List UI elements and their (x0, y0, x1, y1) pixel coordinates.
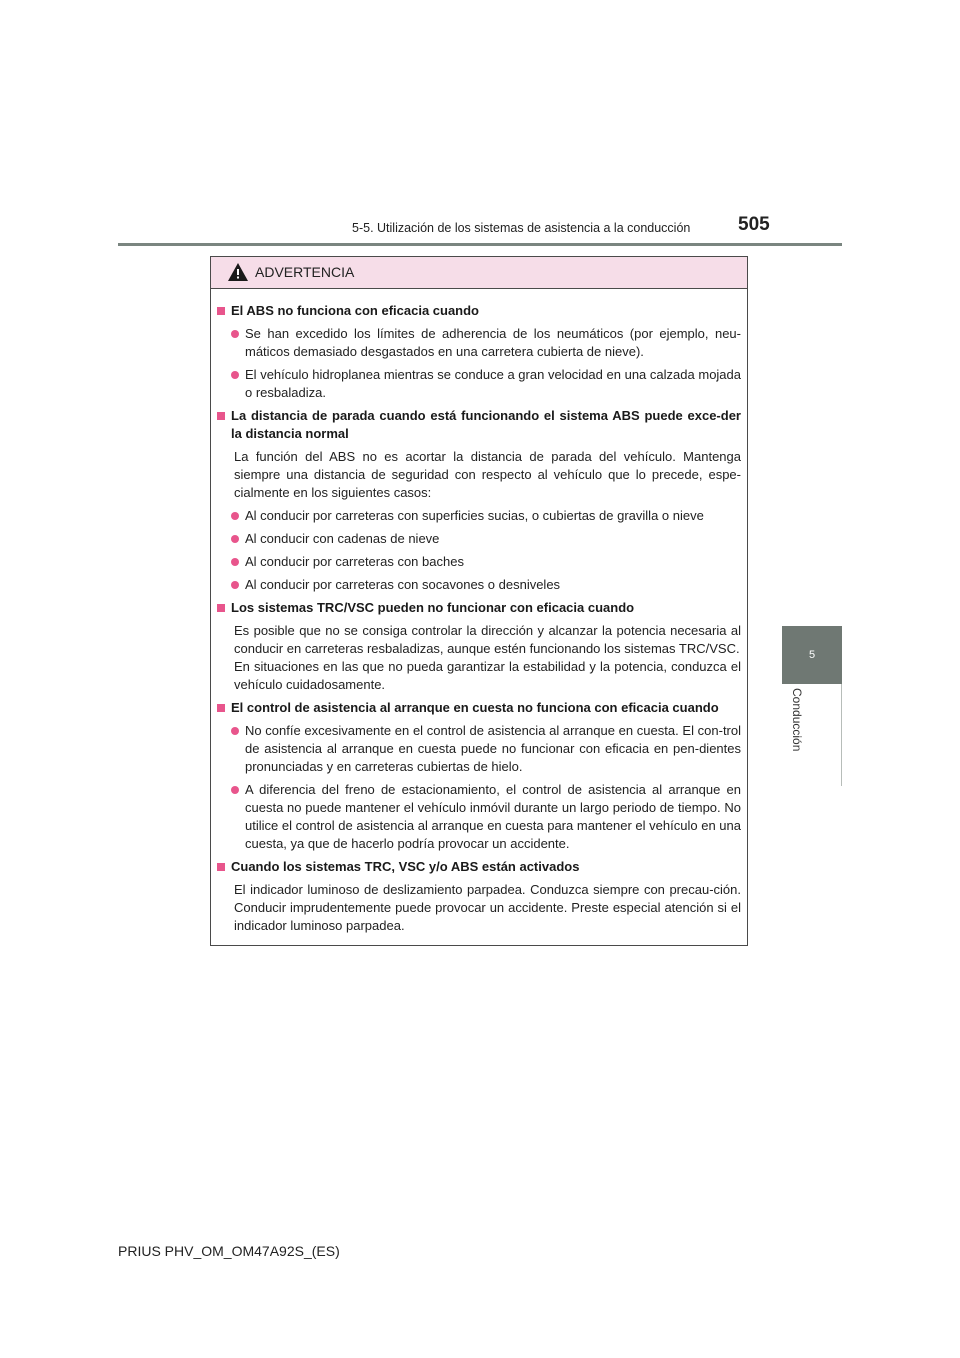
circle-bullet-icon (231, 512, 239, 520)
list-item: Al conducir por carreteras con superficies sucias, o cubiertas de gravilla o nieve (231, 507, 741, 525)
list-item: No confíe excesivamente en el control de asistencia al arranque en cuesta. El con-trol de asistencia al arranque en cuesta puede no funcionar con eficacia en pen-dientes pronunciadas y en carreteras cubiertas de hielo. (231, 722, 741, 776)
list-item: Al conducir por carreteras con socavones o desniveles (231, 576, 741, 594)
item-paragraph: En situaciones en las que no pueda garantizar la estabilidad y la potencia, conduzca el vehículo cuidadosamente. (234, 659, 741, 692)
square-bullet-icon (217, 863, 225, 871)
circle-bullet-icon (231, 727, 239, 735)
list-item: Se han excedido los límites de adherencia de los neumáticos (por ejemplo, neu-máticos demasiado desgastados en una carretera cubierta de nieve). (231, 325, 741, 361)
circle-bullet-icon (231, 558, 239, 566)
square-bullet-icon (217, 704, 225, 712)
warning-item-systems-active (217, 858, 741, 935)
square-bullet-icon (217, 604, 225, 612)
square-bullet-icon (217, 307, 225, 315)
circle-bullet-icon (231, 581, 239, 589)
warning-item-trc-vsc (217, 599, 741, 694)
item-heading: Cuando los sistemas TRC, VSC y/o ABS están activados (217, 858, 741, 876)
item-heading: Los sistemas TRC/VSC pueden no funcionar con eficacia cuando (217, 599, 741, 617)
list-item: Al conducir por carreteras con baches (231, 553, 741, 571)
list-item: A diferencia del freno de estacionamiento, el control de asistencia al arranque en cuesta no puede mantener el vehículo inmóvil durante un largo periodo de tiempo. No utilice el control de asistencia al arranque en cuesta para mantener el vehículo en una cuesta, ya que de hacerlo podría provocar un accidente. (231, 781, 741, 853)
chapter-label: Conducción (790, 688, 804, 752)
circle-bullet-icon (231, 371, 239, 379)
warning-body (211, 289, 747, 935)
warning-title: ADVERTENCIA (255, 264, 355, 280)
page-number: 505 (738, 214, 770, 235)
chapter-tab[interactable]: 5 (782, 626, 842, 684)
circle-bullet-icon (231, 330, 239, 338)
item-paragraph: El indicador luminoso de deslizamiento parpadea. Conduzca siempre con precau-ción. Conducir imprudentemente puede provocar un accidente. Preste especial atención si el indicador luminoso parpadea. (234, 882, 741, 933)
item-paragraph: La función del ABS no es acortar la distancia de parada del vehículo. Mantenga siempre una distancia de seguridad con respecto al vehículo que lo precede, espe-cialmente en los siguientes casos: (234, 449, 741, 500)
warning-item-hill-start (217, 699, 741, 853)
list-item: El vehículo hidroplanea mientras se conduce a gran velocidad en una calzada mojada o resbaladiza. (231, 366, 741, 402)
circle-bullet-icon (231, 786, 239, 794)
document-code: PRIUS PHV_OM_OM47A92S_(ES) (118, 1243, 340, 1259)
item-heading: El control de asistencia al arranque en cuesta no funciona con eficacia cuando (217, 699, 741, 717)
warning-header (211, 257, 747, 289)
list-item: Al conducir con cadenas de nieve (231, 530, 741, 548)
chapter-rule (841, 684, 842, 786)
item-paragraph: Es posible que no se consiga controlar la dirección y alcanzar la potencia necesaria al conducir en carreteras resbaladizas, aunque estén funcionando los sistemas TRC/VSC. (234, 623, 741, 656)
warning-item-abs (217, 302, 741, 402)
square-bullet-icon (217, 412, 225, 420)
warning-box (210, 256, 748, 946)
item-heading: El ABS no funciona con eficacia cuando (217, 302, 741, 320)
section-title: 5-5. Utilización de los sistemas de asistencia a la conducción (352, 221, 691, 235)
circle-bullet-icon (231, 535, 239, 543)
warning-item-stopping-distance (217, 407, 741, 594)
header-rule (118, 243, 842, 246)
item-heading: La distancia de parada cuando está funcionando el sistema ABS puede exce-der la distancia normal (217, 407, 741, 443)
warning-triangle-icon (227, 262, 249, 282)
